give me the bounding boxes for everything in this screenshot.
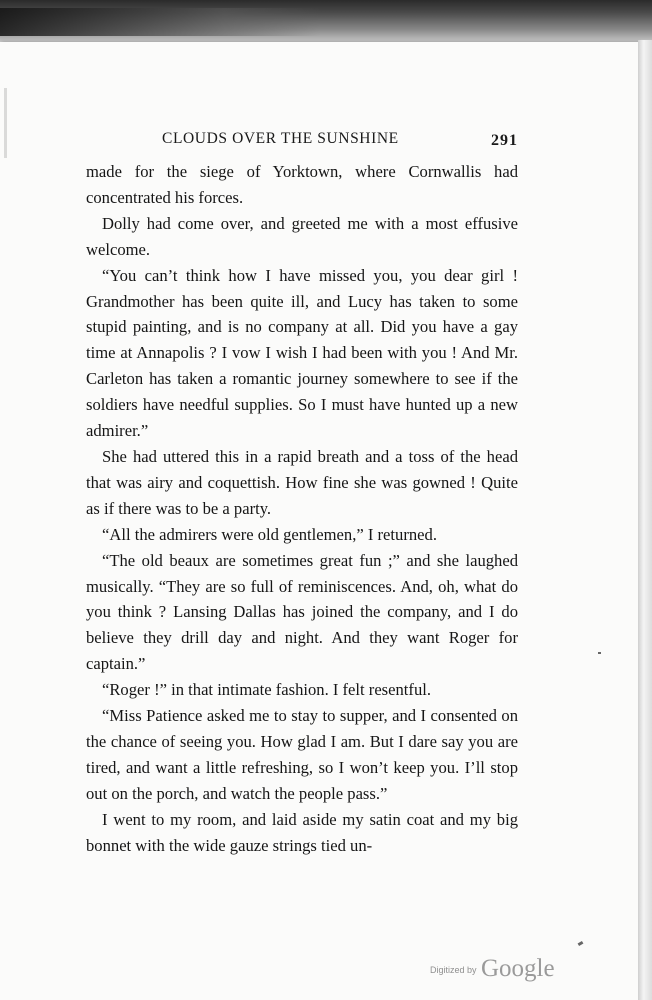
ink-speck	[598, 652, 601, 654]
page-number: 291	[491, 132, 518, 149]
google-logo: Google	[480, 955, 555, 982]
watermark-prefix: Digitized by	[430, 965, 477, 975]
body-text	[86, 159, 518, 858]
paragraph: “Miss Patience asked me to stay to supper, and I consented on the chance of seeing you. How glad I am. But I dare say you are tired, and want a little refreshing, so I won’t keep you. I’ll stop out on the porch, and watch the people pass.”	[86, 706, 518, 803]
scan-artifact	[4, 88, 7, 158]
paragraph: She had uttered this in a rapid breath and a toss of the head that was airy and coquettish. How fine she was gowned ! Quite as if there was to be a party.	[86, 446, 518, 518]
running-head	[86, 126, 522, 150]
running-title: CLOUDS OVER THE SUNSHINE	[162, 130, 399, 147]
paragraph: Dolly had come over, and greeted me with a most effusive welcome.	[86, 213, 518, 259]
page-edge	[638, 40, 652, 1000]
paragraph: “You can’t think how I have missed you, you dear girl ! Grandmother has been quite ill, and Lucy has taken to some stupid painting, and is no company at all. Did you have a gay time at Annapolis ? I vow I wish I had been with you ! And Mr. Carleton has taken a romantic journey somewhere to see if the soldiers have needful supplies. So I must have hunted up a new admirer.”	[86, 265, 518, 441]
paragraph: “The old beaux are sometimes great fun ;” and she laughed musically. “They are so full of reminiscences. And, oh, what do you think ? Lansing Dallas has joined the company, and I do believe they drill day and night. And they want Roger for captain.”	[86, 550, 518, 674]
paragraph: “All the admirers were old gentlemen,” I returned.	[102, 524, 437, 544]
digitized-by-google-watermark	[430, 955, 555, 983]
paragraph: made for the siege of Yorktown, where Cornwallis had concentrated his forces.	[86, 162, 518, 207]
paragraph: I went to my room, and laid aside my satin coat and my big bonnet with the wide gauze strings tied un-	[86, 809, 518, 855]
paragraph: “Roger !” in that intimate fashion. I felt resentful.	[102, 680, 431, 700]
